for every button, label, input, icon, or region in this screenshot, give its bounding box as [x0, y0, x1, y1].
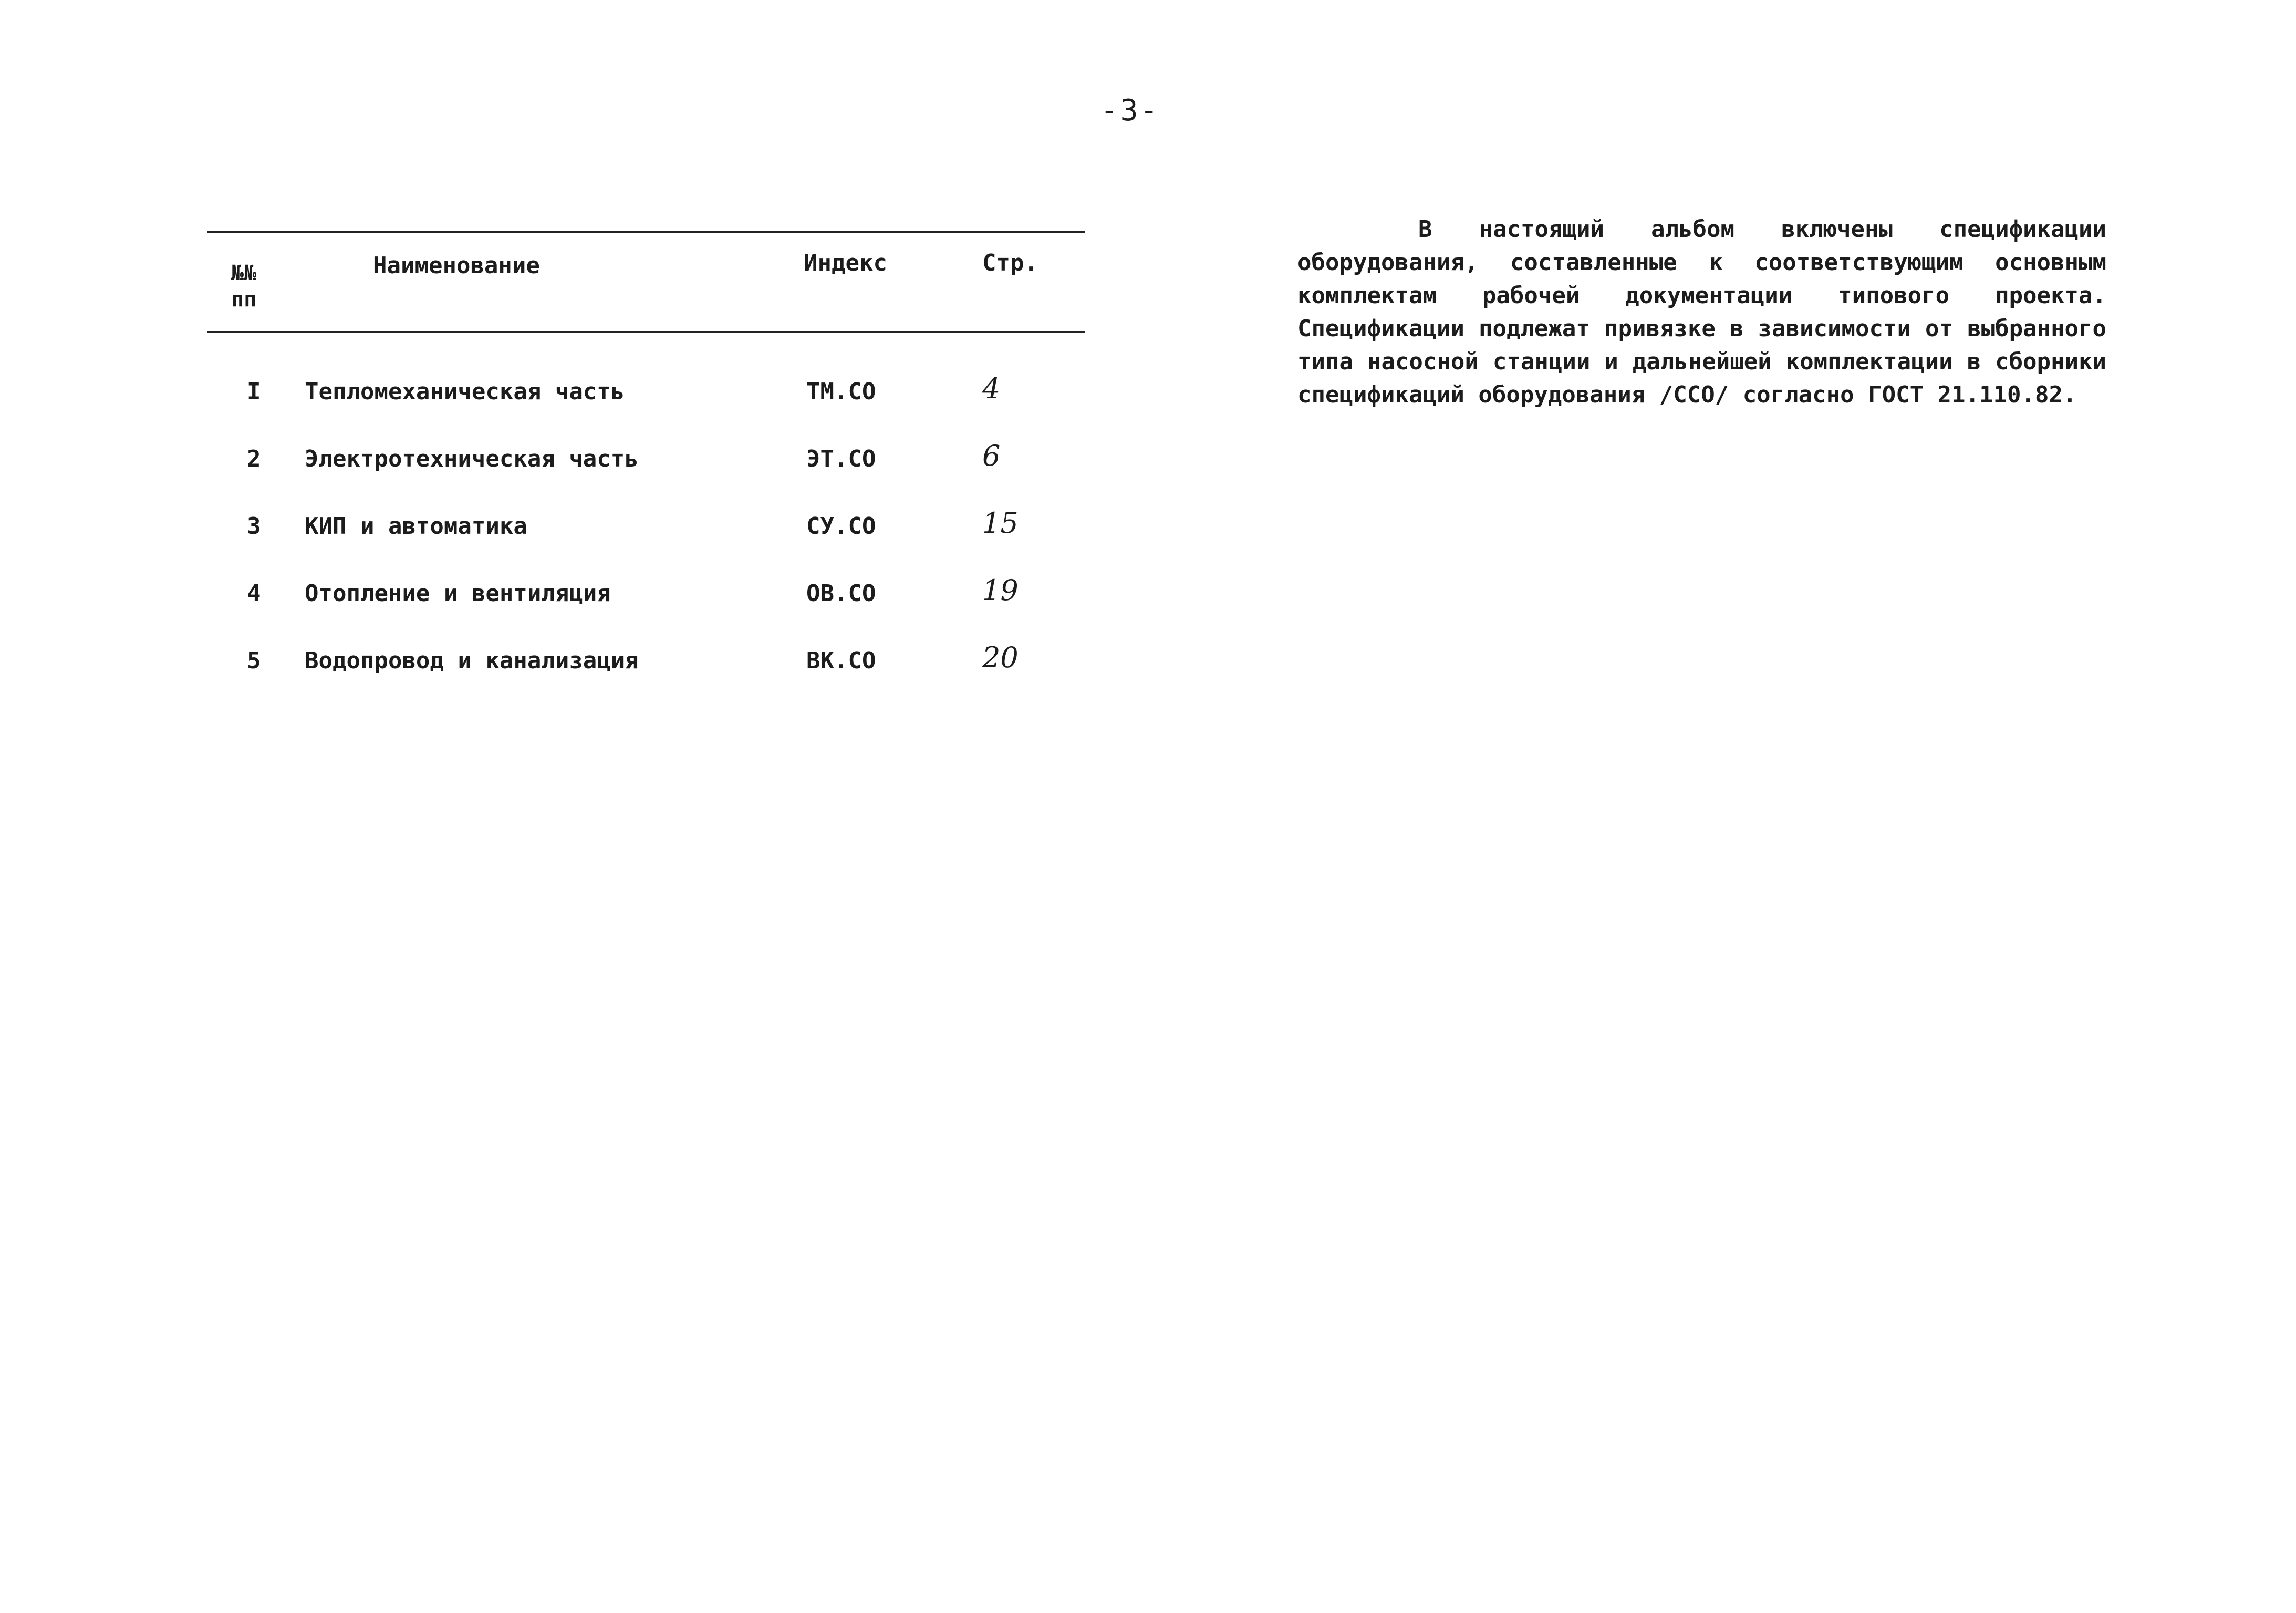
row-index: ЭТ.СО	[806, 446, 876, 472]
table-header-rule	[207, 331, 1085, 333]
row-page: 6	[982, 439, 1001, 472]
page-number: -3-	[1100, 94, 1160, 128]
intro-paragraph: В настоящий альбом включены спецификации оборудования, составленные к соответствующим основным комплектам рабочей документации типового проекта. Спецификации подлежат привязке в зависимости от выбранного типа насосной станции и дальнейшей комплектации в сборники спецификаций оборудования /ССО/ согласно ГОСТ 21.110.82.	[1297, 216, 2106, 408]
row-number: 3	[247, 513, 261, 540]
row-index: ТМ.СО	[806, 378, 876, 405]
row-name: Электротехническая часть	[305, 446, 639, 472]
row-index: ВК.СО	[806, 647, 876, 674]
header-index: Индекс	[804, 250, 887, 276]
header-number: №№ пп	[231, 261, 257, 312]
contents-table	[207, 226, 1085, 699]
row-page: 20	[982, 641, 1019, 674]
table-row	[207, 641, 1085, 684]
table-top-rule	[207, 231, 1085, 233]
row-name: Отопление и вентиляция	[305, 580, 611, 607]
row-number: 2	[247, 446, 261, 472]
row-name: КИП и автоматика	[305, 513, 527, 540]
table-row	[207, 372, 1085, 415]
row-number: 5	[247, 647, 261, 674]
row-number: I	[247, 378, 261, 405]
header-name: Наименование	[373, 252, 540, 279]
row-page: 4	[982, 372, 1001, 405]
table-row	[207, 506, 1085, 550]
row-index: СУ.СО	[806, 513, 876, 540]
row-name: Водопровод и канализация	[305, 647, 639, 674]
row-page: 15	[982, 506, 1019, 540]
row-index: ОВ.СО	[806, 580, 876, 607]
header-page: Стр.	[982, 250, 1038, 276]
table-row	[207, 574, 1085, 617]
row-number: 4	[247, 580, 261, 607]
row-page: 19	[982, 574, 1019, 607]
row-name: Тепломеханическая часть	[305, 378, 625, 405]
table-row	[207, 439, 1085, 482]
